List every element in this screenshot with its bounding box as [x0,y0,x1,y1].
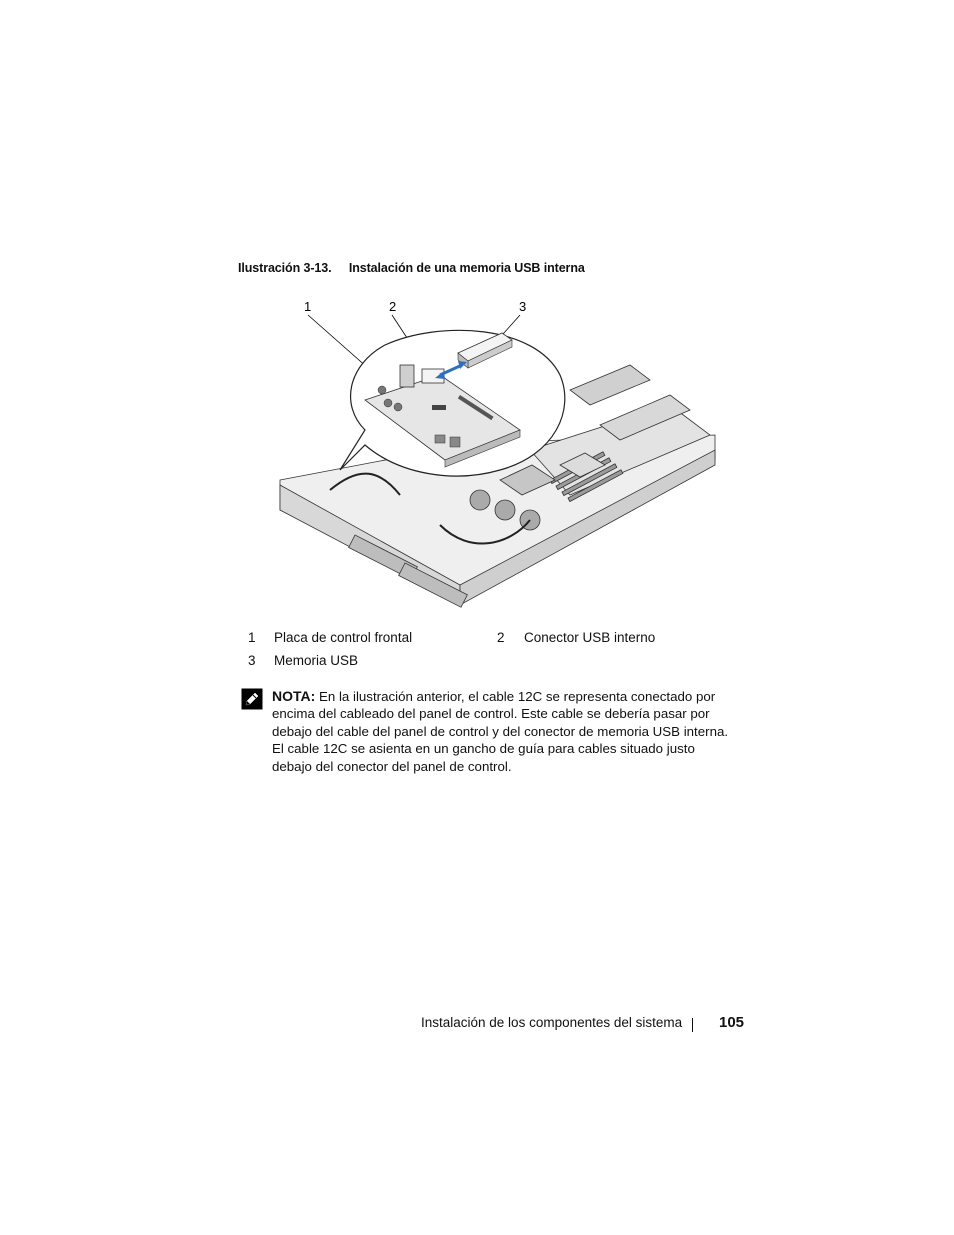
legend-number: 1 [248,630,256,645]
legend-text: Placa de control frontal [274,630,413,645]
zoom-callout-bubble [340,330,565,476]
callout-1: 1 [304,299,312,314]
footer-section-title: Instalación de los componentes del sistema [421,1015,683,1030]
page-number: 105 [719,1014,745,1031]
figure-caption [238,261,585,275]
callout-2: 2 [389,299,397,314]
pencil-note-icon [241,688,263,710]
legend-number: 2 [497,630,505,645]
legend-text: Memoria USB [274,653,359,668]
note-text [272,688,738,775]
footer-separator [692,1018,693,1032]
legend-number: 3 [248,653,256,668]
usb-installation-illustration [270,295,730,610]
note-label: NOTA: [272,688,316,704]
legend-text: Conector USB interno [524,630,656,645]
figure-caption-title: Instalación de una memoria USB interna [348,261,585,275]
note-body: En la ilustración anterior, el cable 12C se representa conectado por encima del cableado del panel de control. Este cable se debería pasar por debajo del cable del panel de control y del conector de memoria USB interna. El cable 12C se asienta en un gancho de guía para cables situado justo debajo del conector del panel de control. [272,689,729,774]
figure-caption-label: Ilustración 3-13. [238,261,332,275]
callout-3: 3 [519,299,527,314]
